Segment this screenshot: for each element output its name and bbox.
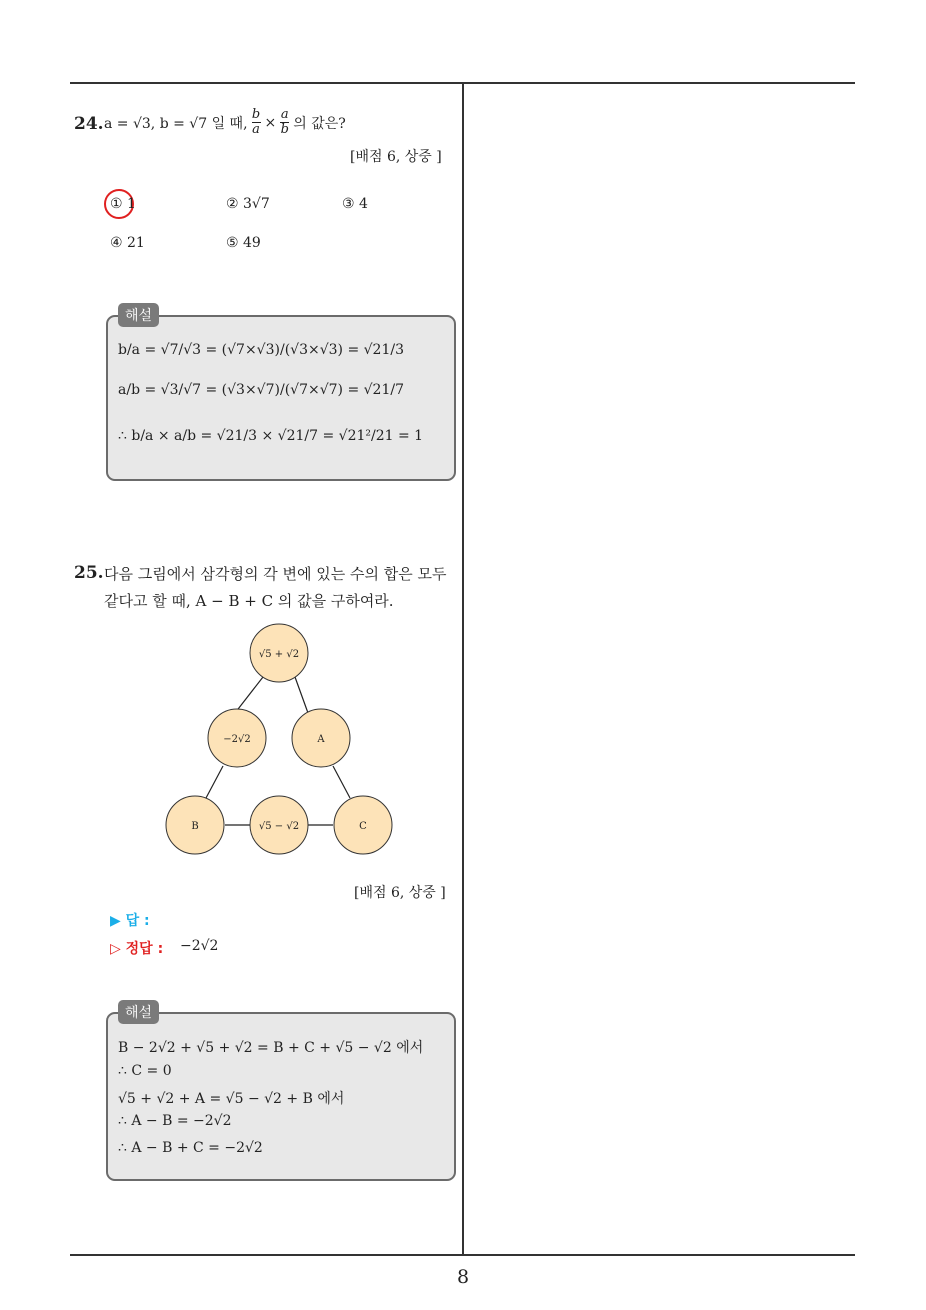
- node-bottom-mid-label: √5 − √2: [258, 821, 300, 832]
- q24-choice-4[interactable]: [110, 235, 145, 251]
- q24-choice-5[interactable]: [226, 235, 261, 251]
- triangle-diagram: [160, 618, 400, 863]
- q24-choice-1[interactable]: [110, 196, 136, 212]
- q25-solution-line-2: ∴ C = 0: [118, 1063, 172, 1079]
- q24-choice-3[interactable]: [342, 196, 368, 212]
- q24-score: [배점 6, 상중 ]: [350, 149, 442, 165]
- page-number: 8: [456, 1266, 470, 1288]
- choice-value: 1: [127, 196, 136, 212]
- q24-solution-line-3: ∴ b/a × a/b = √21/3 × √21/7 = √21²/21 = 1: [118, 428, 424, 444]
- choice-value: 21: [127, 235, 145, 251]
- q25-text-line1: 다음 그림에서 삼각형의 각 변에 있는 수의 합은 모두: [104, 565, 447, 583]
- q25-solution-line-5: ∴ A − B + C = −2√2: [118, 1140, 263, 1156]
- q24-choice-2[interactable]: [226, 196, 270, 212]
- choice-value: 3√7: [243, 196, 270, 212]
- q24-fraction-a-over-b: $\frac{a}{b}$: [280, 107, 289, 137]
- node-top-label: √5 + √2: [258, 649, 300, 660]
- choice-mark: ④: [110, 235, 123, 251]
- q24-solution-box: [106, 315, 456, 481]
- correct-answer-label: ▷ 정답 :: [110, 941, 164, 957]
- q25-solution-line-3: √5 + √2 + A = √5 − √2 + B 에서: [118, 1091, 345, 1107]
- q25-solution-line-4: ∴ A − B = −2√2: [118, 1113, 232, 1129]
- q24-suffix: 의 값은?: [293, 115, 346, 132]
- node-mid-right-label: A: [317, 734, 325, 745]
- q25-solution-tab: 해설: [118, 1000, 159, 1024]
- q25-solution-line-1: B − 2√2 + √5 + √2 = B + C + √5 − √2 에서: [118, 1040, 424, 1056]
- node-bottom-left-label: B: [191, 821, 199, 832]
- choice-mark: ⑤: [226, 235, 239, 251]
- choice-mark: ②: [226, 196, 239, 212]
- bottom-rule: [70, 1254, 855, 1256]
- q24-solution-line-1: b/a = √7/√3 = (√7×√3)/(√3×√3) = √21/3: [118, 342, 404, 358]
- edge-top-midright: [295, 677, 308, 713]
- node-bottom-right-label: C: [359, 821, 367, 832]
- correct-answer-value: −2√2: [180, 938, 219, 954]
- q24-question: [104, 108, 346, 137]
- q24-number: 24.: [74, 114, 104, 134]
- edge-midright-bottomright: [333, 766, 350, 798]
- column-divider: [462, 84, 464, 1256]
- q24-solution-tab: 해설: [118, 303, 159, 327]
- node-mid-left-label: −2√2: [223, 734, 251, 745]
- q25-score: [배점 6, 상중 ]: [354, 885, 446, 901]
- edge-top-midleft: [235, 677, 263, 713]
- q25-text-line2: 같다고 할 때, A − B + C 의 값을 구하여라.: [104, 592, 394, 610]
- q25-number: 25.: [74, 563, 104, 583]
- q24-condition: a = √3, b = √7 일 때,: [104, 115, 248, 132]
- q24-solution-line-2: a/b = √3/√7 = (√3×√7)/(√7×√7) = √21/7: [118, 382, 404, 398]
- q24-times: ×: [264, 114, 277, 131]
- choice-mark: ①: [110, 196, 123, 212]
- q24-fraction-b-over-a: $\frac{b}{a}$: [251, 107, 261, 137]
- edge-midleft-bottomleft: [206, 766, 223, 798]
- choice-mark: ③: [342, 196, 355, 212]
- choice-value: 4: [359, 196, 368, 212]
- answer-label: ▶ 답 :: [110, 913, 150, 929]
- choice-value: 49: [243, 235, 261, 251]
